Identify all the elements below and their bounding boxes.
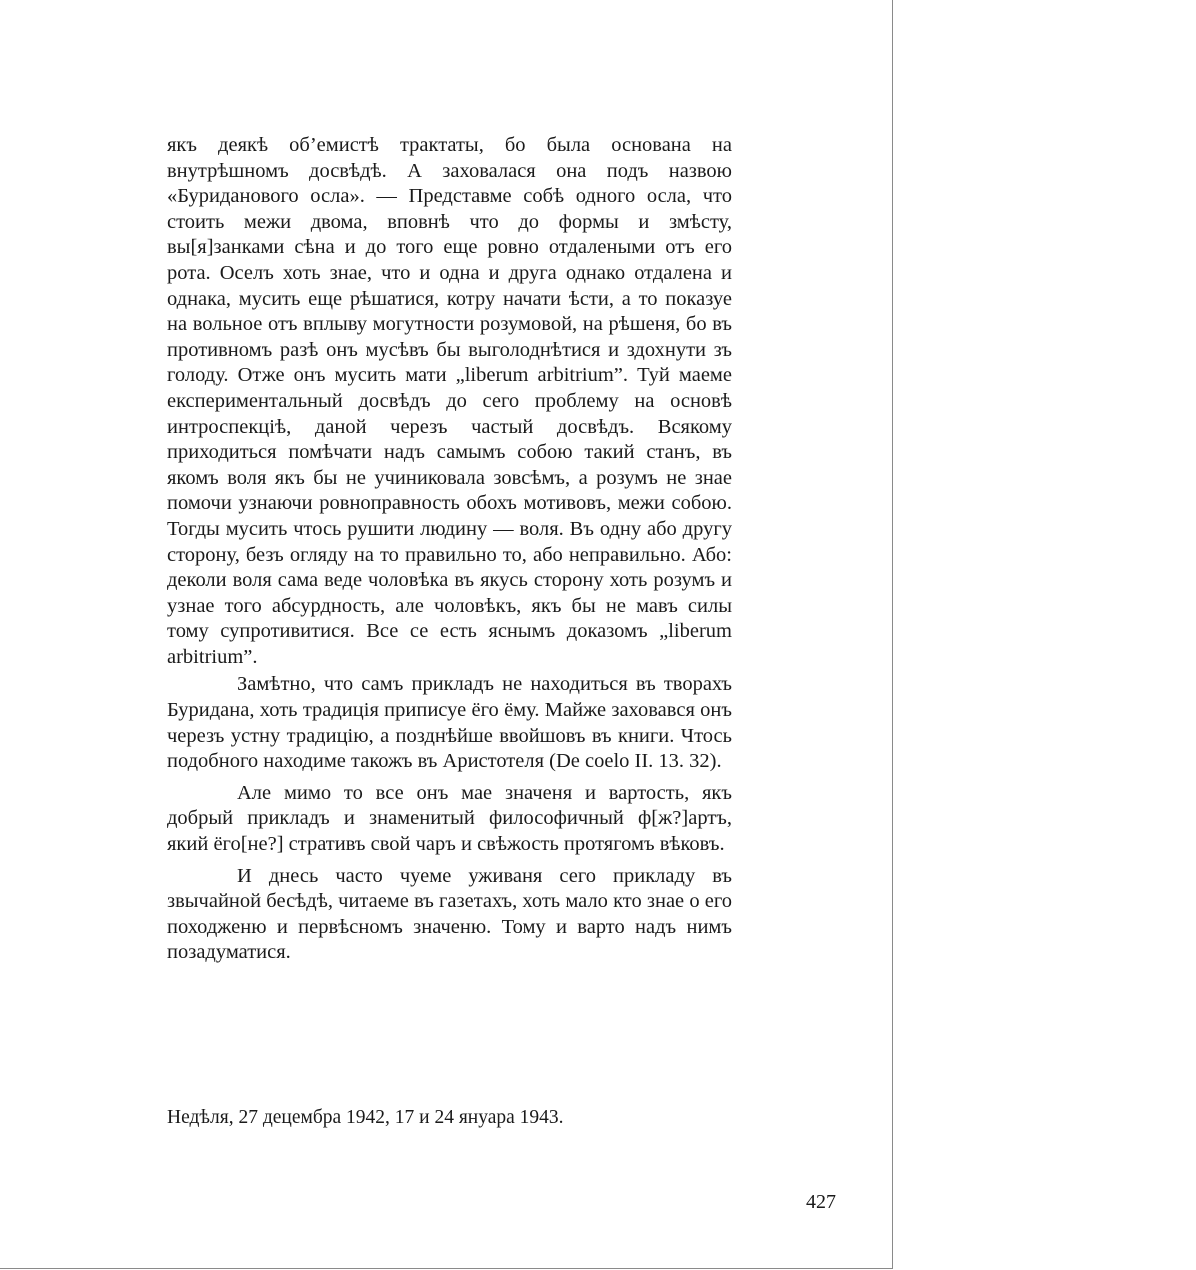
paragraph-continuation: якъ деякѣ об’емистѣ трактаты, бо была основана на внутрѣшномъ досвѣдѣ. А заховалася она подъ назвою «Буриданового осла». — Представме собѣ одного осла, что стоить межи двома, вповнѣ что до формы и змѣсту, вы[я]занками сѣна и до того еще ровно отдалеными отъ его рота. Оселъ хоть знае, что и одна и друга однако отдалена и однака, мусить еще рѣшатися, котру начати ѣсти, а то показуе на вольное отъ вплыву могутности розумовой, на рѣшеня, бо въ противномъ разѣ онъ мусѣвъ бы выголоднѣтися и здохнути зъ голоду. Отже онъ мусить мати „liberum arbitrium”. Туй маеме експериментальный досвѣдъ до сего проблему на основѣ интроспекціѣ, даной черезъ частый досвѣдъ. Всякому приходиться помѣчати надъ самымъ собою такий станъ, въ якомъ воля якъ бы не учиниковала зовсѣмъ, а розумъ не знае помочи узнаючи ровноправность обохъ мотивовъ, межи собою. Тогды мусить чтось рушити людину — воля. Въ одну або другу сторону, безъ огляду на то правильно то, або неправильно. Або: деколи воля сама веде чоловѣка въ якусь сторону хоть розумъ и узнае того абсурдность, але чоловѣкъ, якъ бы не мавъ силы тому супротивитися. Все се есть яснымъ доказомъ „liberum arbitrium”. xyxy=(167,134,732,668)
page-number: 427 xyxy=(806,1191,836,1213)
dateline: Недѣля, 27 децембра 1942, 17 и 24 януара 1943. xyxy=(167,1107,564,1128)
paragraph-value: Але мимо то все онъ мае значеня и вартость, якъ добрый прикладъ и знаменитый философичный ф[ж?]артъ, який ёго[не?] стративъ свой чаръ и свѣжость протягомъ вѣковъ. xyxy=(167,781,732,856)
paragraph-today: И днесь часто чуеме уживаня сего прикладу въ звычайной бесѣдѣ, читаеме въ газетахъ, хоть мало кто знае о его походженю и первѣсномъ значеню. Тому и варто надъ нимъ позадуматися. xyxy=(167,864,732,964)
paragraph-buridan-origin: Замѣтно, что самъ прикладъ не находиться въ творахъ Буридана, хоть традиція приписуе ёго ёму. Майже заховався онъ черезъ устну традицію, а позднѣйше ввойшовъ въ книги. Чтось подобного находиме такожъ въ Аристотеля (De coelo II. 13. 32). xyxy=(167,673,732,773)
body-text xyxy=(167,133,732,966)
